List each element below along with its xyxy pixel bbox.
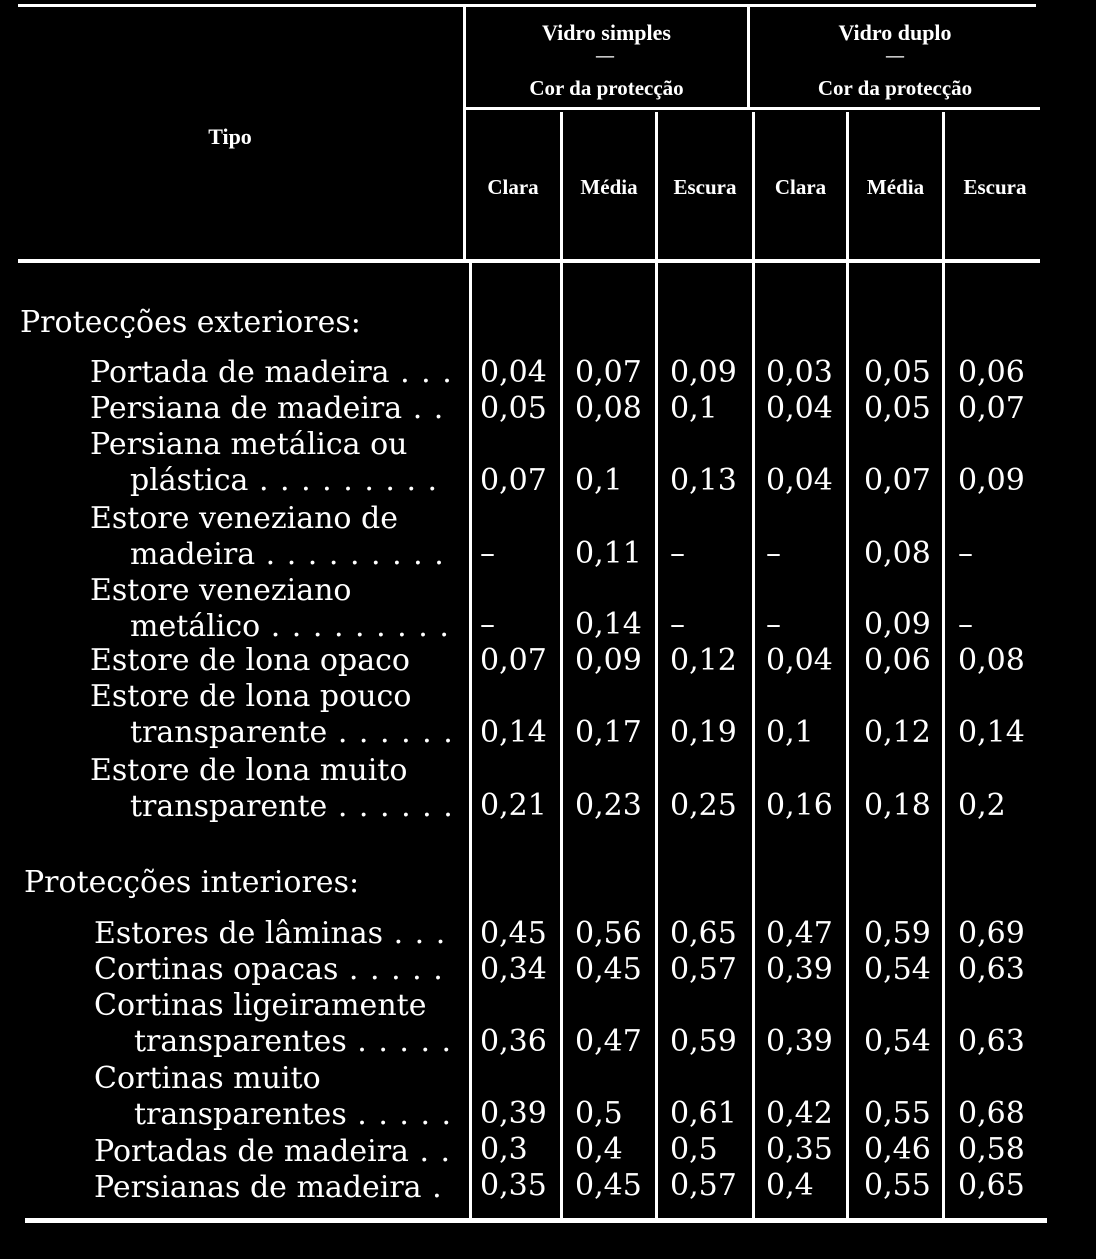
value-cell: 0,63 — [958, 1024, 1025, 1059]
value-cell: 0,69 — [958, 916, 1025, 951]
value-cell: 0,5 — [575, 1096, 623, 1131]
value-cell: 0,05 — [864, 355, 931, 390]
value-cell: 0,47 — [575, 1024, 642, 1059]
value-cell: 0,45 — [575, 952, 642, 987]
value-cell: 0,54 — [864, 1024, 931, 1059]
row-label-cortinas-opacas — [94, 952, 454, 988]
value-cell: 0,14 — [480, 715, 547, 750]
row-label-estore-veneziano-madeira — [90, 501, 450, 573]
group-title-vidro-duplo: Vidro duplo — [838, 20, 952, 45]
value-cell: 0,54 — [864, 952, 931, 987]
value-cell: 0,16 — [766, 788, 833, 823]
row-label-cortinas-ligeiramente — [94, 988, 454, 1060]
group-title-vidro-simples: Vidro simples — [542, 20, 671, 45]
value-cell: 0,09 — [958, 463, 1025, 498]
value-cell: 0,07 — [480, 643, 547, 678]
value-cell: 0,04 — [766, 463, 833, 498]
value-cell: 0,59 — [864, 916, 931, 951]
value-cell: 0,65 — [958, 1168, 1025, 1203]
value-cell: 0,14 — [575, 607, 642, 642]
group-dash-vidro-duplo: — — [886, 45, 904, 65]
row-label-estore-lona-opaco — [90, 643, 450, 679]
row-label-line1: Cortinas muito — [94, 1061, 321, 1096]
value-cell: 0,09 — [864, 607, 931, 642]
row-label-estores-laminas — [94, 916, 454, 952]
value-cell: 0,55 — [864, 1168, 931, 1203]
row-label-line2: transparente . . . — [90, 715, 450, 751]
divider-tipo-body — [469, 260, 472, 1220]
value-cell: 0,1 — [575, 463, 623, 498]
row-label-text: Estore de lona opaco — [90, 643, 410, 678]
value-cell: – — [480, 536, 495, 571]
value-cell: 0,06 — [958, 355, 1025, 390]
value-cell: 0,1 — [670, 391, 718, 426]
top-rule — [18, 4, 1036, 7]
col-header-simples-escura: Escura — [673, 175, 737, 199]
row-label-persianas-madeira — [94, 1170, 454, 1206]
value-cell: 0,07 — [864, 463, 931, 498]
row-label-text: Cortinas opacas . . . — [94, 952, 454, 988]
row-label-line2: metálico . . . — [90, 609, 450, 645]
value-cell: – — [958, 536, 973, 571]
value-cell: 0,19 — [670, 715, 737, 750]
row-label-line2: plástica . . . — [90, 463, 450, 499]
row-label-line2: transparentes . . . — [94, 1097, 454, 1133]
row-label-portadas-madeira — [94, 1134, 454, 1170]
value-cell: – — [670, 536, 685, 571]
row-label-line1: Estore de lona muito — [90, 753, 408, 788]
row-label-line2: transparente . . . — [90, 789, 450, 825]
row-label-line2: transparentes . . . — [94, 1024, 454, 1060]
row-label-line1: Estore veneziano de — [90, 501, 398, 536]
value-cell: 0,03 — [766, 355, 833, 390]
row-label-cortinas-muito — [94, 1061, 454, 1133]
value-cell: 0,34 — [480, 952, 547, 987]
col-header-simples-media: Média — [580, 175, 638, 199]
value-cell: 0,07 — [575, 355, 642, 390]
value-cell: 0,39 — [480, 1096, 547, 1131]
value-cell: 0,3 — [480, 1132, 528, 1167]
value-cell: 0,21 — [480, 788, 547, 823]
row-label-line1: Cortinas ligeiramente — [94, 988, 427, 1023]
value-cell: 0,08 — [958, 643, 1025, 678]
value-cell: – — [766, 536, 781, 571]
value-cell: 0,59 — [670, 1024, 737, 1059]
row-label-line2: madeira . . . — [90, 537, 450, 573]
value-cell: 0,2 — [958, 788, 1006, 823]
value-cell: 0,45 — [575, 1168, 642, 1203]
subheader-rule — [465, 107, 1040, 110]
section-title-interiores: Protecções interiores: — [24, 865, 360, 900]
value-cell: 0,57 — [670, 1168, 737, 1203]
value-cell: 0,42 — [766, 1096, 833, 1131]
row-label-text: Portada de madeira . . . — [90, 355, 450, 391]
value-cell: 0,04 — [766, 391, 833, 426]
value-cell: 0,12 — [864, 715, 931, 750]
value-cell: 0,07 — [480, 463, 547, 498]
row-label-persiana-metalica — [90, 427, 450, 499]
group-subtitle-vidro-simples: Cor da protecção — [529, 76, 684, 100]
value-cell: 0,58 — [958, 1132, 1025, 1167]
value-cell: 0,46 — [864, 1132, 931, 1167]
row-label-persiana-madeira — [90, 391, 450, 427]
header-bottom-rule — [18, 259, 1040, 263]
value-cell: 0,39 — [766, 952, 833, 987]
col-divider-1 — [560, 112, 563, 1220]
value-cell: – — [670, 607, 685, 642]
col-divider-2 — [655, 112, 658, 1220]
value-cell: 0,56 — [575, 916, 642, 951]
col-divider-3 — [752, 112, 755, 1220]
value-cell: 0,35 — [480, 1168, 547, 1203]
value-cell: 0,05 — [864, 391, 931, 426]
value-cell: 0,35 — [766, 1132, 833, 1167]
value-cell: 0,5 — [670, 1132, 718, 1167]
value-cell: 0,08 — [575, 391, 642, 426]
row-label-line1: Estore de lona pouco — [90, 679, 412, 714]
value-cell: 0,61 — [670, 1096, 737, 1131]
row-label-text: Estores de lâminas . . . — [94, 916, 454, 952]
value-cell: 0,09 — [575, 643, 642, 678]
value-cell: 0,45 — [480, 916, 547, 951]
col-header-duplo-clara: Clara — [774, 175, 827, 199]
col-header-simples-clara: Clara — [487, 175, 539, 199]
group-dash-vidro-simples: — — [596, 45, 614, 65]
value-cell: 0,55 — [864, 1096, 931, 1131]
row-label-portada-madeira — [90, 355, 450, 391]
value-cell: 0,1 — [766, 715, 814, 750]
value-cell: 0,04 — [480, 355, 547, 390]
value-cell: 0,57 — [670, 952, 737, 987]
value-cell: 0,08 — [864, 536, 931, 571]
value-cell: 0,12 — [670, 643, 737, 678]
value-cell: 0,25 — [670, 788, 737, 823]
row-label-text: Persianas de madeira . . . — [94, 1170, 454, 1206]
row-label-estore-lona-muito — [90, 753, 450, 825]
value-cell: 0,36 — [480, 1024, 547, 1059]
row-label-line1: Persiana metálica ou — [90, 427, 408, 462]
group-subtitle-vidro-duplo: Cor da protecção — [817, 76, 973, 100]
row-label-estore-veneziano-metalico — [90, 573, 450, 645]
value-cell: 0,13 — [670, 463, 737, 498]
value-cell: – — [766, 607, 781, 642]
value-cell: 0,05 — [480, 391, 547, 426]
value-cell: 0,4 — [575, 1132, 623, 1167]
value-cell: 0,63 — [958, 952, 1025, 987]
col-header-duplo-media: Média — [866, 175, 925, 199]
value-cell: 0,23 — [575, 788, 642, 823]
value-cell: 0,07 — [958, 391, 1025, 426]
col-divider-4 — [846, 112, 849, 1220]
tipo-header: Tipo — [208, 124, 252, 149]
value-cell: 0,68 — [958, 1096, 1025, 1131]
value-cell: 0,39 — [766, 1024, 833, 1059]
value-cell: 0,4 — [766, 1168, 814, 1203]
value-cell: 0,17 — [575, 715, 642, 750]
row-label-line1: Estore veneziano — [90, 573, 352, 608]
value-cell: 0,47 — [766, 916, 833, 951]
value-cell: – — [480, 607, 495, 642]
row-label-text: Portadas de madeira . . . — [94, 1134, 454, 1170]
bottom-rule — [25, 1218, 1047, 1223]
value-cell: 0,06 — [864, 643, 931, 678]
value-cell: 0,11 — [575, 536, 642, 571]
value-cell: 0,65 — [670, 916, 737, 951]
col-header-duplo-escura: Escura — [963, 175, 1027, 199]
value-cell: 0,04 — [766, 643, 833, 678]
value-cell: 0,18 — [864, 788, 931, 823]
row-label-estore-lona-pouco — [90, 679, 450, 751]
section-title-exteriores: Protecções exteriores: — [20, 305, 361, 340]
row-label-text: Persiana de madeira . . . — [90, 391, 450, 427]
value-cell: 0,14 — [958, 715, 1025, 750]
value-cell: – — [958, 607, 973, 642]
value-cell: 0,09 — [670, 355, 737, 390]
col-divider-5 — [942, 112, 945, 1220]
